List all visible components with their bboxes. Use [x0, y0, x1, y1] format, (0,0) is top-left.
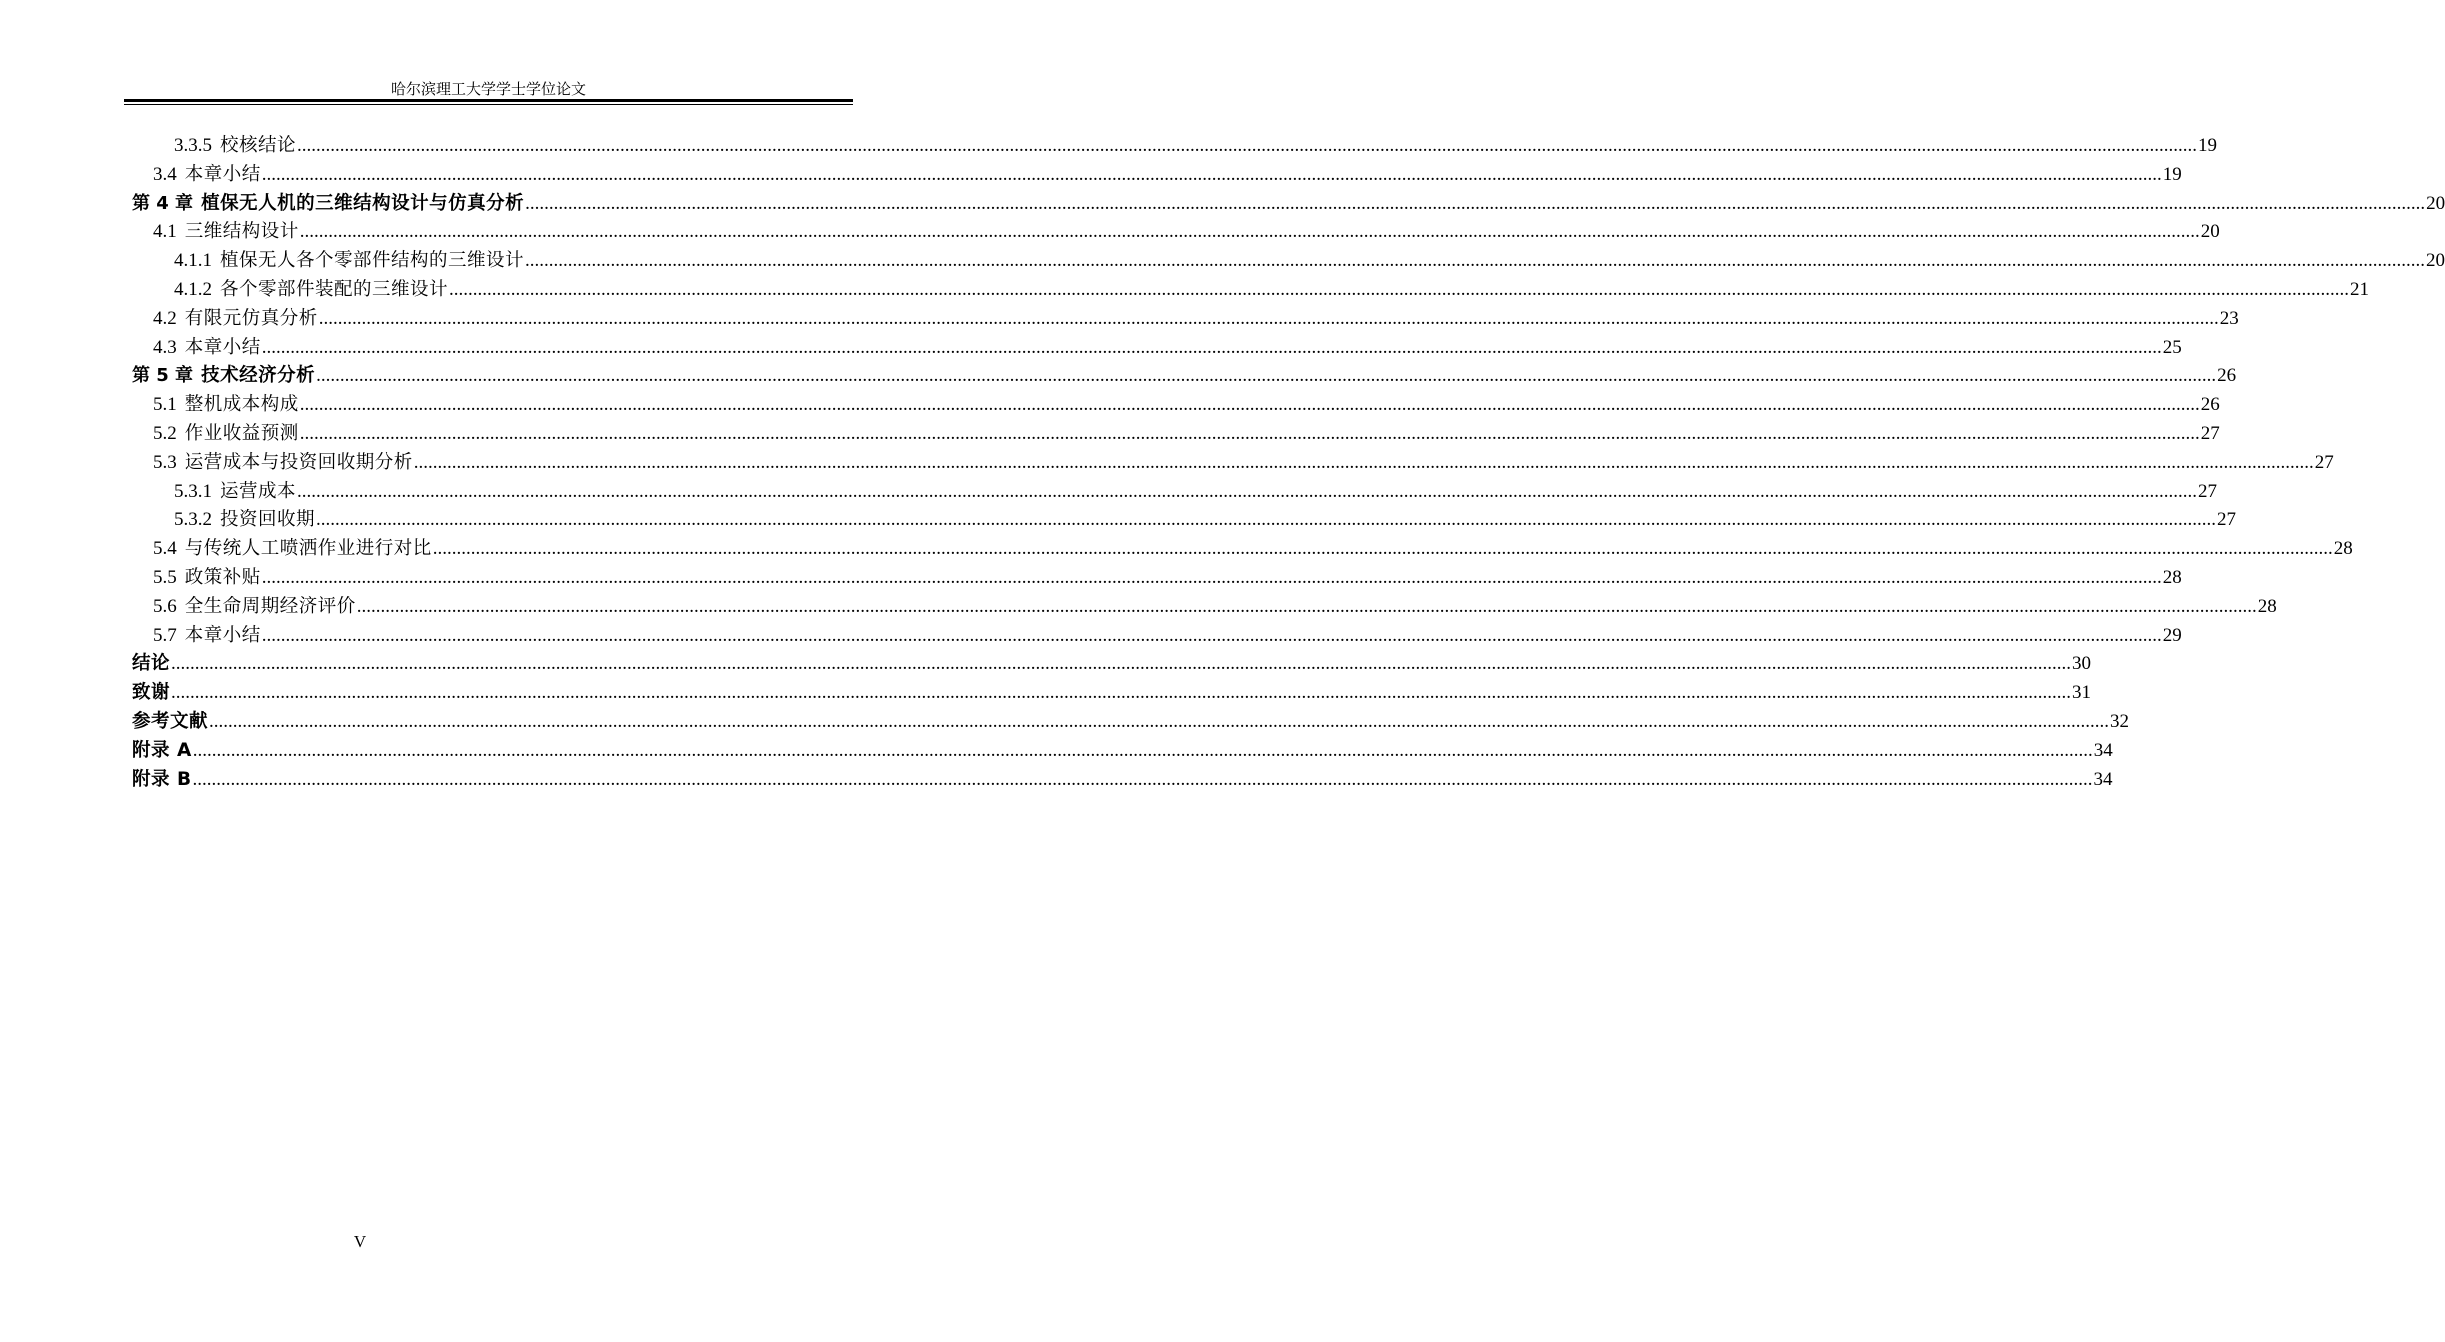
toc-entry[interactable]: [132, 535, 2353, 564]
toc-entry-title: 校核结论: [220, 135, 297, 156]
toc-entry-label: [153, 334, 261, 363]
dot-leader: ................................................................................................................................................................................................................................................................................................................................................................................................................: [297, 480, 2198, 502]
toc-entry-label: [132, 362, 315, 391]
toc-entry-label: [153, 622, 261, 651]
toc-entry-label: [174, 132, 296, 161]
toc-entry[interactable]: [132, 622, 2182, 651]
toc-entry-page: 21: [2350, 278, 2370, 300]
toc-entry-page: 30: [2072, 653, 2092, 675]
toc-entry-label: [174, 276, 448, 305]
toc-entry-title: 附录 B: [132, 768, 192, 790]
toc-entry-number: 5.2: [153, 422, 177, 444]
toc-entry-number: 第 5 章: [132, 365, 194, 387]
toc-entry-label: [132, 737, 192, 766]
toc-entry-label: [132, 679, 170, 708]
toc-entry-number: 4.1.1: [174, 250, 212, 272]
toc-entry-number: 第 4 章: [132, 192, 194, 214]
toc-entry-number: 5.1: [153, 394, 177, 416]
dot-leader: ................................................................................................................................................................................................................................................................................................................................................................................................................: [261, 336, 2162, 358]
toc-entry-number: 3.3.5: [174, 135, 212, 156]
toc-entry[interactable]: [132, 506, 2237, 535]
toc-entry-page: 23: [2219, 307, 2239, 329]
toc-entry[interactable]: [132, 190, 2445, 219]
toc-entry-title: 植保无人机的三维结构设计与仿真分析: [201, 192, 525, 214]
toc-entry[interactable]: [132, 650, 2092, 679]
dot-leader: ................................................................................................................................................................................................................................................................................................................................................................................................................: [297, 135, 2198, 156]
toc-entry[interactable]: [132, 276, 2370, 305]
toc-entry-page: 27: [2217, 509, 2237, 531]
toc-entry-number: 4.3: [153, 336, 177, 358]
header-rule: [124, 99, 853, 105]
toc-entry-page: 25: [2162, 336, 2182, 358]
toc-entry-label: [132, 766, 192, 795]
dot-leader: ................................................................................................................................................................................................................................................................................................................................................................................................................: [192, 768, 2093, 790]
toc-entry-page: 20: [2200, 221, 2220, 243]
toc-entry-number: 4.1: [153, 221, 177, 243]
toc-entry-number: 5.4: [153, 538, 177, 560]
toc-entry-title: 结论: [132, 653, 171, 675]
toc-entry[interactable]: [132, 420, 2220, 449]
toc-entry-label: [153, 161, 261, 190]
toc-entry-number: 5.3.2: [174, 509, 212, 531]
toc-entry-label: [153, 420, 299, 449]
toc-entry-number: 4.2: [153, 307, 177, 329]
toc-entry-title: 本章小结: [184, 336, 261, 358]
toc-entry-page: 20: [2426, 192, 2445, 214]
toc-entry[interactable]: [132, 449, 2334, 478]
toc-entry-title: 本章小结: [184, 163, 261, 185]
toc-entry-title: 技术经济分析: [201, 365, 316, 387]
toc-entry[interactable]: [132, 362, 2237, 391]
toc-entry[interactable]: [132, 766, 2113, 795]
table-of-contents: [132, 132, 2445, 794]
toc-entry-page: 32: [2110, 710, 2130, 732]
toc-entry-number: 5.3.1: [174, 480, 212, 502]
dot-leader: ................................................................................................................................................................................................................................................................................................................................................................................................................: [171, 653, 2072, 675]
toc-entry[interactable]: [132, 334, 2182, 363]
toc-entry-label: [153, 593, 356, 622]
dot-leader: ................................................................................................................................................................................................................................................................................................................................................................................................................: [299, 221, 2200, 243]
toc-entry-label: [174, 478, 296, 507]
toc-entry-title: 有限元仿真分析: [184, 307, 318, 329]
toc-entry[interactable]: [132, 708, 2130, 737]
dot-leader: ................................................................................................................................................................................................................................................................................................................................................................................................................: [525, 250, 2426, 272]
toc-entry-number: 4.1.2: [174, 278, 212, 300]
running-header: 哈尔滨理工大学学士学位论文: [390, 80, 586, 98]
toc-entry-label: [153, 564, 261, 593]
toc-entry-number: 5.7: [153, 624, 177, 646]
toc-entry[interactable]: [132, 391, 2220, 420]
dot-leader: ................................................................................................................................................................................................................................................................................................................................................................................................................: [299, 422, 2200, 444]
dot-leader: ................................................................................................................................................................................................................................................................................................................................................................................................................: [261, 566, 2162, 588]
toc-entry-page: 34: [2093, 768, 2113, 790]
toc-entry-number: 5.6: [153, 595, 177, 617]
toc-entry-page: 28: [2257, 595, 2277, 617]
toc-entry[interactable]: [132, 679, 2092, 708]
toc-entry-label: [174, 247, 524, 276]
toc-entry-number: 5.5: [153, 566, 177, 588]
toc-entry-page: 26: [2217, 365, 2237, 387]
dot-leader: ................................................................................................................................................................................................................................................................................................................................................................................................................: [261, 163, 2162, 185]
dot-leader: ................................................................................................................................................................................................................................................................................................................................................................................................................: [316, 509, 2217, 531]
toc-entry-page: 28: [2333, 538, 2353, 560]
toc-entry-number: 5.3: [153, 451, 177, 473]
toc-entry-title: 本章小结: [184, 624, 261, 646]
dot-leader: ................................................................................................................................................................................................................................................................................................................................................................................................................: [449, 278, 2350, 300]
toc-entry-page: 31: [2072, 682, 2092, 704]
toc-entry-page: 26: [2200, 394, 2220, 416]
dot-leader: ................................................................................................................................................................................................................................................................................................................................................................................................................: [432, 538, 2333, 560]
toc-entry-title: 运营成本: [220, 480, 297, 502]
dot-leader: ................................................................................................................................................................................................................................................................................................................................................................................................................: [261, 624, 2162, 646]
toc-entry-label: [174, 506, 315, 535]
toc-entry-title: 运营成本与投资回收期分析: [184, 451, 413, 473]
dot-leader: ................................................................................................................................................................................................................................................................................................................................................................................................................: [318, 307, 2219, 329]
toc-entry-title: 植保无人各个零部件结构的三维设计: [220, 250, 525, 272]
toc-entry-label: [132, 190, 524, 219]
dot-leader: ................................................................................................................................................................................................................................................................................................................................................................................................................: [299, 394, 2200, 416]
page-number: V: [353, 1232, 367, 1251]
toc-entry[interactable]: [132, 218, 2220, 247]
dot-leader: ................................................................................................................................................................................................................................................................................................................................................................................................................: [316, 365, 2217, 387]
toc-entry[interactable]: [132, 305, 2239, 334]
toc-entry-title: 投资回收期: [220, 509, 316, 531]
toc-entry-title: 作业收益预测: [184, 422, 299, 444]
toc-entry[interactable]: [132, 564, 2182, 593]
toc-entry-title: 各个零部件装配的三维设计: [220, 278, 449, 300]
dot-leader: ................................................................................................................................................................................................................................................................................................................................................................................................................: [413, 451, 2314, 473]
toc-entry-label: [153, 391, 299, 420]
toc-entry-title: 全生命周期经济评价: [184, 595, 356, 617]
toc-entry-number: 3.4: [153, 163, 177, 185]
toc-entry-page: 27: [2314, 451, 2334, 473]
toc-entry-page: 27: [2200, 422, 2220, 444]
toc-entry-label: [132, 708, 208, 737]
toc-entry[interactable]: [132, 478, 2218, 507]
toc-entry-title: 与传统人工喷洒作业进行对比: [184, 538, 432, 560]
toc-entry[interactable]: [132, 247, 2445, 276]
toc-entry-label: [153, 305, 318, 334]
toc-entry-title: 政策补贴: [184, 566, 261, 588]
toc-entry-label: [153, 535, 432, 564]
toc-entry-title: 附录 A: [132, 739, 192, 761]
toc-entry-label: [153, 449, 413, 478]
toc-entry-page: 19: [2162, 163, 2182, 185]
dot-leader: ................................................................................................................................................................................................................................................................................................................................................................................................................: [192, 739, 2093, 761]
toc-entry-page: 34: [2093, 739, 2113, 761]
dot-leader: ................................................................................................................................................................................................................................................................................................................................................................................................................: [171, 682, 2072, 704]
dot-leader: ................................................................................................................................................................................................................................................................................................................................................................................................................: [525, 192, 2426, 214]
toc-entry-title: 致谢: [132, 682, 171, 704]
toc-entry[interactable]: [132, 737, 2113, 766]
toc-entry-page: 20: [2426, 250, 2445, 272]
toc-entry-page: 27: [2198, 480, 2218, 502]
toc-entry-label: [132, 650, 170, 679]
toc-entry-label: [153, 218, 299, 247]
dot-leader: ................................................................................................................................................................................................................................................................................................................................................................................................................: [209, 710, 2110, 732]
toc-entry-page: 19: [2198, 135, 2218, 156]
toc-entry-title: 参考文献: [132, 710, 209, 732]
toc-entry-page: 28: [2162, 566, 2182, 588]
toc-entry-page: 29: [2162, 624, 2182, 646]
dot-leader: ................................................................................................................................................................................................................................................................................................................................................................................................................: [356, 595, 2257, 617]
toc-entry-title: 整机成本构成: [184, 394, 299, 416]
toc-entry[interactable]: [132, 132, 2218, 161]
toc-entry[interactable]: [132, 161, 2182, 190]
toc-entry[interactable]: [132, 593, 2277, 622]
toc-entry-title: 三维结构设计: [184, 221, 299, 243]
